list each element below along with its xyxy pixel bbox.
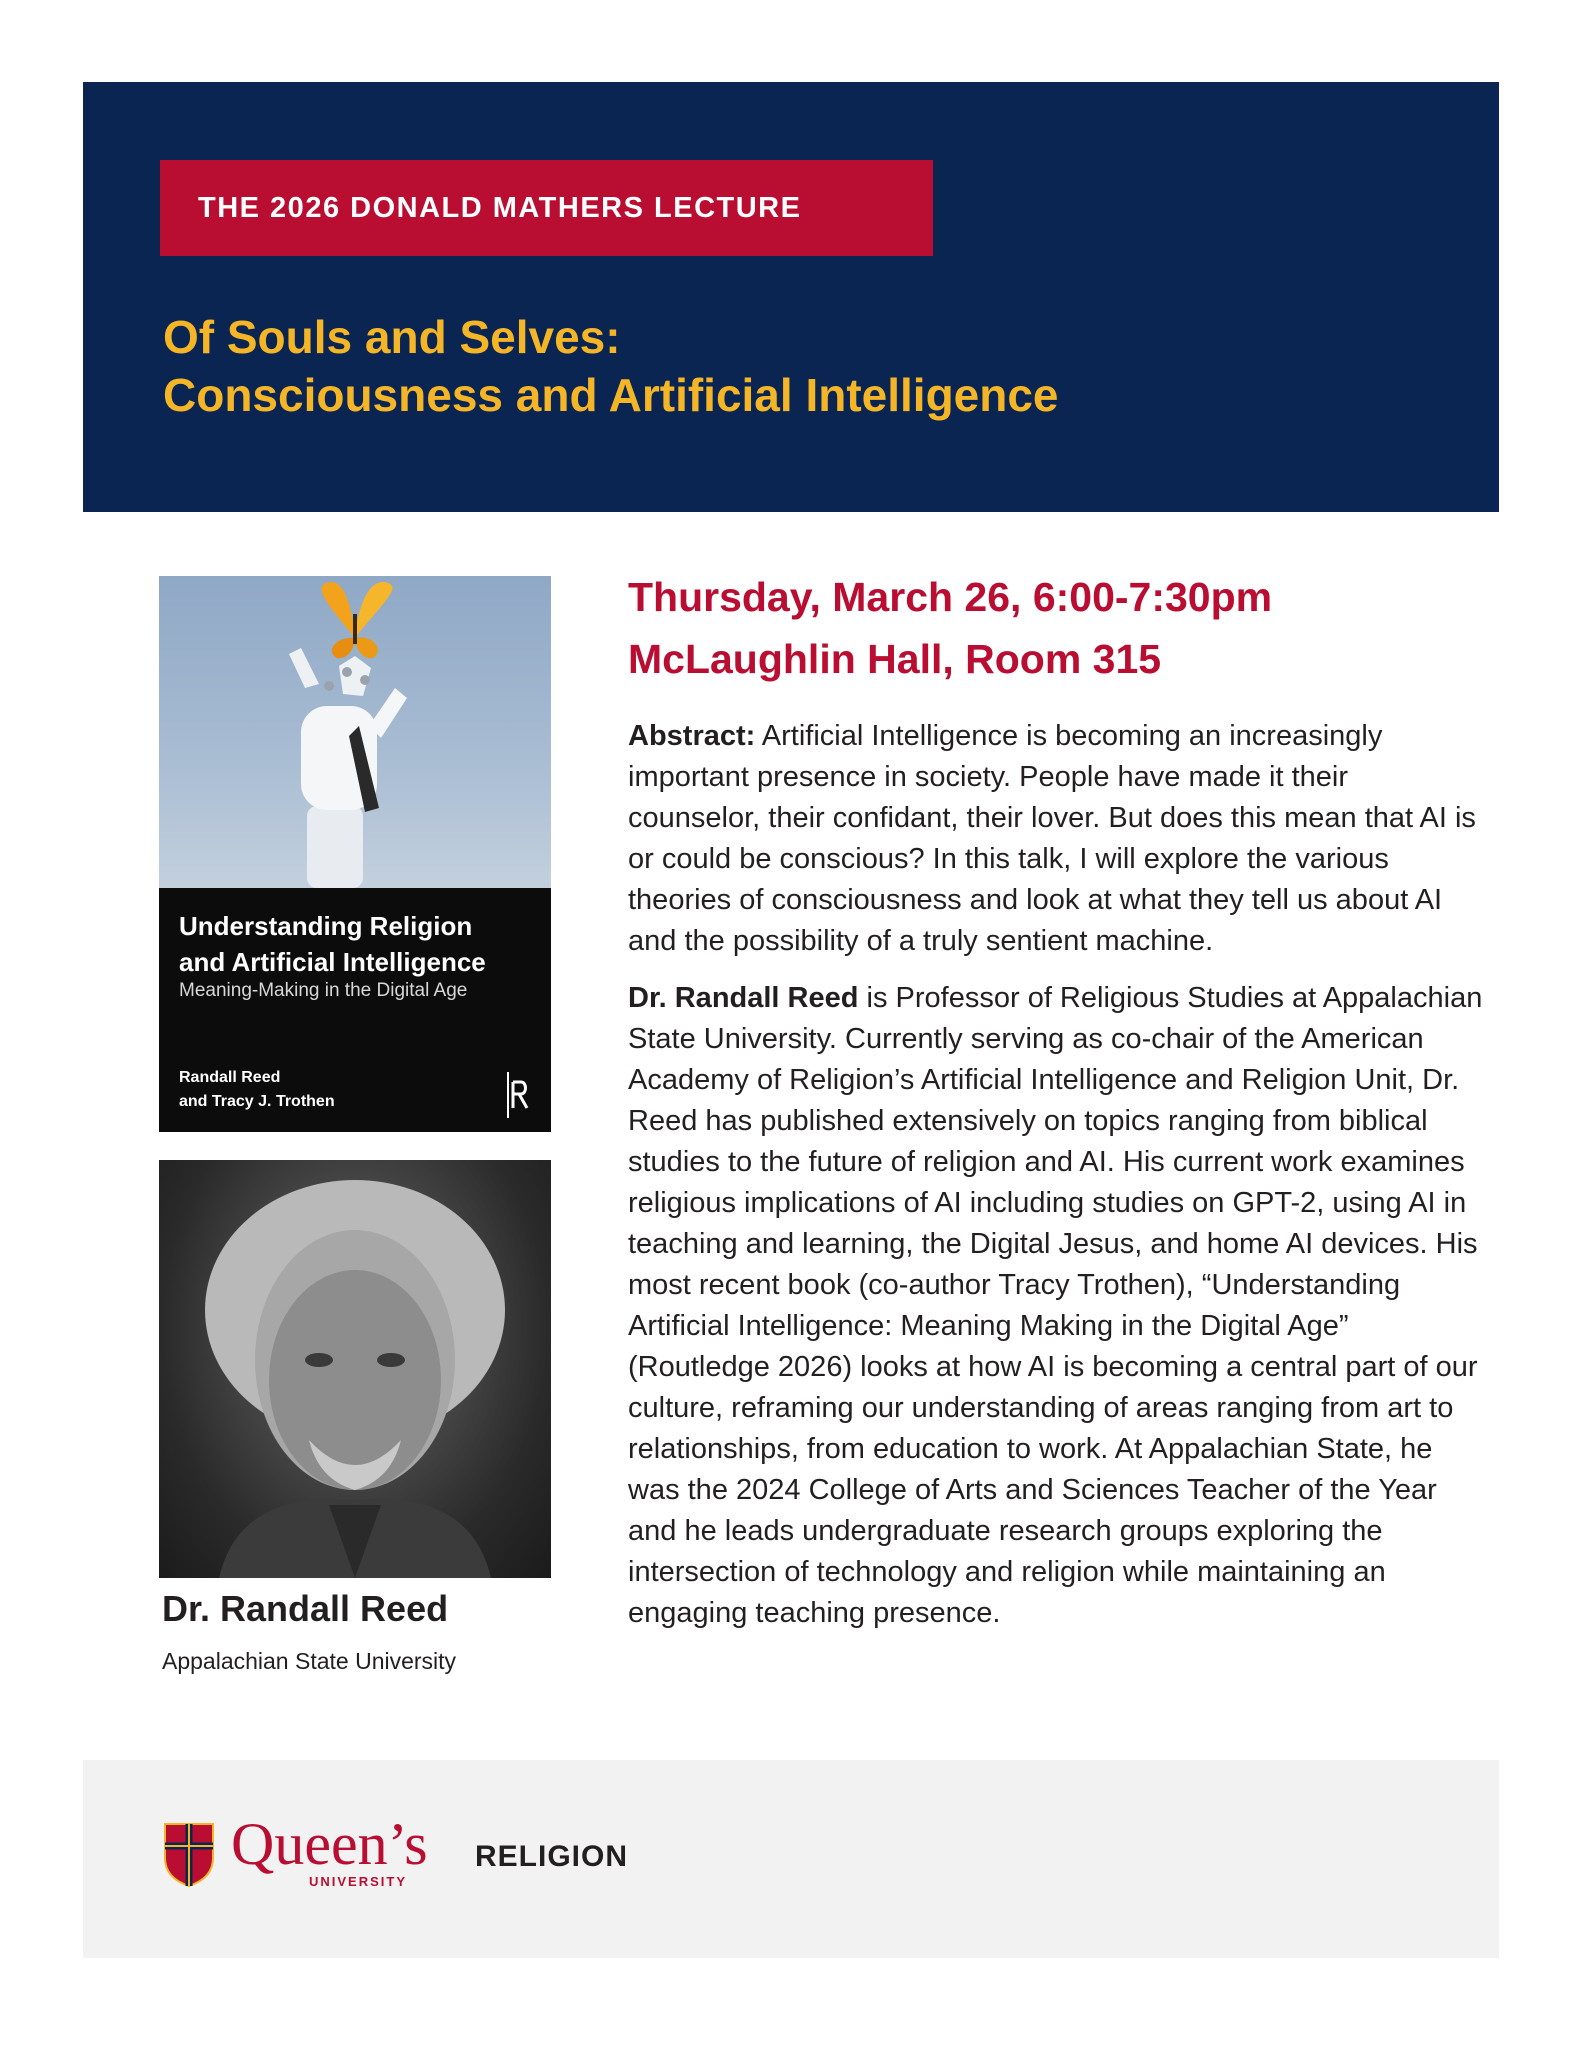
series-label: THE 2026 DONALD MATHERS LECTURE bbox=[160, 160, 933, 256]
publisher-logo-icon bbox=[507, 1072, 531, 1118]
event-location: McLaughlin Hall, Room 315 bbox=[628, 636, 1162, 682]
book-subtitle: Meaning-Making in the Digital Age bbox=[179, 980, 468, 1001]
queens-crest-icon bbox=[163, 1822, 215, 1888]
speaker-name: Dr. Randall Reed bbox=[162, 1588, 449, 1629]
event-details bbox=[628, 566, 1272, 690]
abstract-label: Abstract: bbox=[628, 720, 756, 752]
abstract-text: Artificial Intelligence is becoming an increasingly important presence in society. People have made it their counselor, their confidant, their lover. But does this mean that AI is or could be conscious? In this talk, I will explore the various theories of consciousness and look at what they tell us about AI and the possibility of a truly sentient machine. bbox=[628, 720, 1476, 957]
speaker-photo bbox=[159, 1160, 551, 1578]
book-author-2: and Tracy J. Trothen bbox=[179, 1093, 335, 1110]
bio-name: Dr. Randall Reed bbox=[628, 982, 859, 1014]
lecture-title-line-2: Consciousness and Artificial Intelligence bbox=[163, 369, 1059, 421]
lecture-title bbox=[163, 308, 1059, 424]
footer-band bbox=[83, 1760, 1499, 1958]
book-title-line-2: and Artificial Intelligence bbox=[179, 947, 486, 977]
lecture-description bbox=[628, 716, 1488, 1650]
book-title bbox=[179, 908, 486, 980]
book-cover-image bbox=[159, 576, 551, 1132]
queens-wordmark: Queen’s bbox=[231, 1811, 428, 1877]
header-banner bbox=[83, 82, 1499, 512]
bio-text: is Professor of Religious Studies at Appalachian State University. Currently serving as co-chair of the American Academy of Religion’s Artificial Intelligence and Religion Unit, Dr. Reed has published extensively on topics ranging from biblical studies to the future of religion and AI. His current work examines religious implications of AI including studies on GPT-2, using AI in teaching and learning, the Digital Jesus, and home AI devices. His most recent book (co-author Tracy Trothen), “Understanding Artificial Intelligence: Meaning Making in the Digital Age” (Routledge 2026) looks at how AI is becoming a central part of our culture, reframing our understanding of areas ranging from art to relationships, from education to work. At Appalachian State, he was the 2024 College of Arts and Sciences Teacher of the Year and he leads undergraduate research groups exploring the intersection of technology and religion while maintaining an engaging teaching presence. bbox=[628, 982, 1483, 1629]
lecture-title-line-1: Of Souls and Selves: bbox=[163, 311, 621, 363]
queens-university-label: UNIVERSITY bbox=[309, 1874, 408, 1889]
abstract-paragraph bbox=[628, 716, 1488, 962]
department-label: RELIGION bbox=[475, 1840, 629, 1873]
robot-arm-icon bbox=[289, 648, 407, 888]
book-author-1: Randall Reed bbox=[179, 1069, 281, 1086]
event-datetime: Thursday, March 26, 6:00-7:30pm bbox=[628, 574, 1273, 620]
speaker-portrait-illustration bbox=[159, 1160, 551, 1578]
speaker-affiliation: Appalachian State University bbox=[162, 1648, 457, 1674]
robot-hand-butterfly-illustration bbox=[159, 576, 551, 888]
butterfly-icon bbox=[322, 582, 393, 658]
book-authors bbox=[179, 1066, 335, 1114]
book-cover-artwork bbox=[159, 576, 551, 888]
bio-paragraph bbox=[628, 978, 1488, 1634]
book-title-line-1: Understanding Religion bbox=[179, 911, 473, 941]
